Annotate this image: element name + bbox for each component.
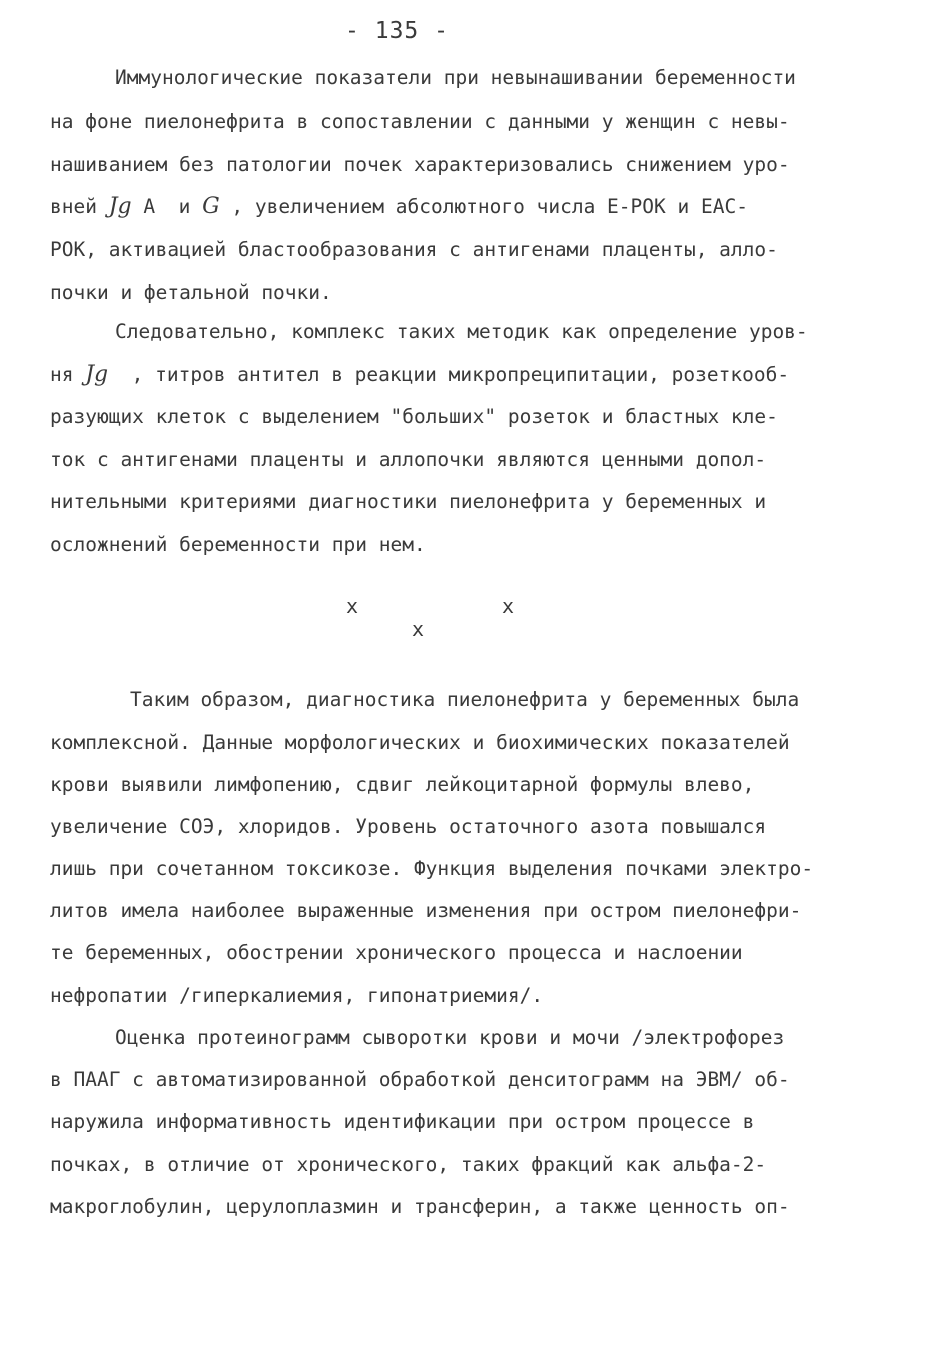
paragraph-3-line-5: лишь при сочетанном токсикозе. Функция выделения почками электро- — [50, 857, 814, 880]
g-symbol: G — [202, 194, 220, 219]
paragraph-1-line-1: Иммунологические показатели при невынашивании беременности — [115, 66, 796, 89]
paragraph-3-line-7: те беременных, обострении хронического процесса и наслоении — [50, 941, 743, 964]
text-span: A и — [131, 195, 203, 218]
paragraph-1-line-4 — [50, 195, 748, 219]
paragraph-3-line-6: литов имела наиболее выраженные изменения при остром пиелонефри- — [50, 899, 802, 922]
paragraph-4-line-4: почках, в отличие от хронического, таких фракций как альфа-2- — [50, 1153, 767, 1176]
paragraph-1-line-6: почки и фетальной почки. — [50, 281, 332, 304]
paragraph-3-line-8: нефропатии /гиперкалиемия, гипонатриемия/. — [50, 984, 544, 1007]
text-span: вней — [50, 195, 109, 218]
paragraph-4-line-3: наружила информативность идентификации при остром процессе в — [50, 1110, 755, 1133]
separator-mark-left: x — [346, 594, 359, 618]
paragraph-2-line-2 — [50, 363, 789, 387]
text-span: , увеличением абсолютного числа Е-РОК и ЕАС- — [219, 195, 748, 218]
paragraph-4-line-2: в ПААГ с автоматизированной обработкой денситограмм на ЭВМ/ об- — [50, 1068, 790, 1091]
paragraph-3-line-4: увеличение СОЭ, хлоридов. Уровень остаточного азота повышался — [50, 815, 767, 838]
text-span: ня — [50, 363, 86, 386]
jg-symbol: Jg — [108, 194, 132, 219]
paragraph-1-line-5: РОК, активацией бластообразования с антигенами плаценты, алло- — [50, 238, 778, 261]
text-span: , титров антител в реакции микропреципитации, розеткооб- — [108, 363, 790, 386]
jg-symbol: Jg — [85, 362, 109, 387]
separator-mark-center: x — [412, 617, 425, 641]
separator-mark-right: x — [502, 594, 515, 618]
paragraph-3-line-3: крови выявили лимфопению, сдвиг лейкоцитарной формулы влево, — [50, 773, 755, 796]
paragraph-2-line-1: Следовательно, комплекс таких методик как определение уров- — [115, 320, 808, 343]
paragraph-1-line-3: нашиванием без патологии почек характеризовались снижением уро- — [50, 153, 790, 176]
paragraph-2-line-3: разующих клеток с выделением "больших" розеток и бластных кле- — [50, 405, 778, 428]
paragraph-2-line-6: осложнений беременности при нем. — [50, 533, 426, 556]
page-number: - 135 - — [345, 18, 449, 44]
paragraph-2-line-5: нительными критериями диагностики пиелонефрита у беременных и — [50, 490, 767, 513]
paragraph-4-line-1: Оценка протеинограмм сыворотки крови и мочи /электрофорез — [115, 1026, 785, 1049]
paragraph-2-line-4: ток с антигенами плаценты и аллопочки являются ценными допол- — [50, 448, 767, 471]
paragraph-4-line-5: макроглобулин, церулоплазмин и трансферин, а также ценность оп- — [50, 1195, 790, 1218]
paragraph-3-line-1: Таким образом, диагностика пиелонефрита у беременных была — [130, 688, 800, 711]
paragraph-1-line-2: на фоне пиелонефрита в сопоставлении с данными у женщин с невы- — [50, 110, 790, 133]
paragraph-3-line-2: комплексной. Данные морфологических и биохимических показателей — [50, 731, 790, 754]
